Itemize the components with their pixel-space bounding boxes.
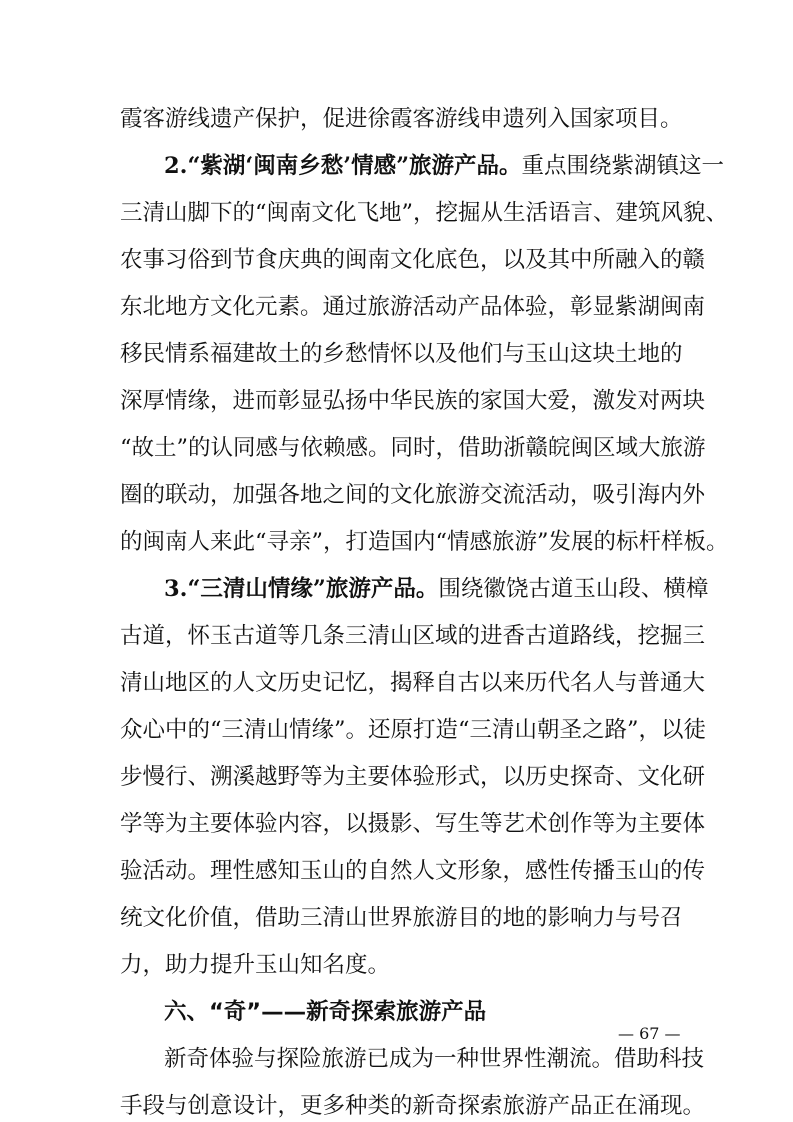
- paragraph-line: 古道，怀玉古道等几条三清山区域的进香古道路线，挖掘三: [120, 623, 706, 649]
- section-3-line: [164, 574, 709, 604]
- page-number: — 67 —: [618, 1024, 681, 1043]
- paragraph-line: 众心中的“三清山情缘”。还原打造“三清山朝圣之路”，以徒: [120, 717, 707, 743]
- paragraph-line: 移民情系福建故土的乡愁情怀以及他们与玉山这块土地的: [120, 341, 683, 367]
- paragraph-line: 力，助力提升玉山知名度。: [120, 952, 391, 978]
- paragraph-line: 三清山脚下的“闽南文化飞地”，挖掘从生活语言、建筑风貌、: [120, 200, 729, 226]
- paragraph-line: 深厚情缘，进而彰显弘扬中华民族的家国大爱，激发对两块: [120, 388, 706, 414]
- section-3-text: 围绕徽饶古道玉山段、横樟: [438, 576, 709, 602]
- paragraph-line: 新奇体验与探险旅游已成为一种世界性潮流。借助科技: [164, 1046, 705, 1072]
- paragraph-line: 农事习俗到节食庆典的闽南文化底色，以及其中所融入的赣: [120, 247, 706, 273]
- paragraph-line: “故土”的认同感与依赖感。同时，借助浙赣皖闽区域大旅游: [120, 435, 706, 461]
- paragraph-line: 统文化价值，借助三清山世界旅游目的地的影响力与号召: [120, 905, 683, 931]
- section-3-title: 3.“三清山情缘”旅游产品。: [164, 576, 439, 602]
- paragraph-line: 步慢行、溯溪越野等为主要体验形式，以历史探奇、文化研: [120, 764, 706, 790]
- section-2-text: 重点围绕紫湖镇这一: [521, 153, 725, 179]
- section-2-line: [164, 151, 725, 181]
- paragraph-line: 的闽南人来此“寻亲”，打造国内“情感旅游”发展的标杆样板。: [120, 529, 729, 555]
- paragraph-line: 霞客游线遗产保护，促进徐霞客游线申遗列入国家项目。: [120, 106, 683, 132]
- paragraph-line: 验活动。理性感知玉山的自然人文形象，感性传播玉山的传: [120, 858, 706, 884]
- section-2-title: 2.“紫湖‘闽南乡愁’情感”旅游产品。: [164, 153, 522, 179]
- paragraph-line: 手段与创意设计，更多种类的新奇探索旅游产品正在涌现。: [120, 1093, 706, 1119]
- paragraph-line: 东北地方文化元素。通过旅游活动产品体验，彰显紫湖闽南: [120, 294, 706, 320]
- paragraph-line: 学等为主要体验内容，以摄影、写生等艺术创作等为主要体: [120, 811, 706, 837]
- paragraph-line: 圈的联动，加强各地之间的文化旅游交流活动，吸引海内外: [120, 482, 706, 508]
- section-6-heading: 六、“奇”——新奇探索旅游产品: [164, 999, 487, 1025]
- paragraph-line: 清山地区的人文历史记忆，揭释自古以来历代名人与普通大: [120, 670, 706, 696]
